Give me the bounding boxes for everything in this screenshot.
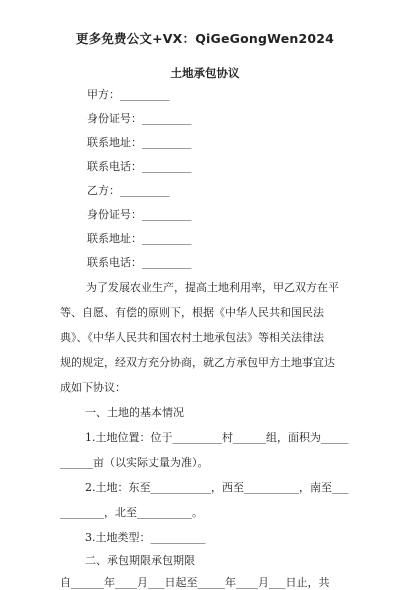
section-1-item-1-line-2: ______亩（以实际丈量为准）。 [60,456,209,469]
party-a-id: 身份证号：_________ [87,112,192,125]
party-b-name: 乙方：_________ [87,184,170,197]
section-2-line-1: 自______年____月___日起至_____年____月___日止，共 [60,576,330,589]
header-banner: 更多免费公文+VX：QiGeGongWen2024 [75,31,335,46]
party-b-id: 身份证号：_________ [87,208,192,221]
party-b-address: 联系地址：_________ [87,232,192,245]
party-b-phone: 联系电话：_________ [87,256,192,269]
preamble-line-3: 典》、《中华人民共和国农村土地承包法》等相关法律法 [60,331,324,344]
preamble-line-2: 等、自愿、有偿的原则下，根据《中华人民共和国民法 [60,306,324,319]
preamble-line-1: 为了发展农业生产，提高土地利用率，甲乙双方在平 [86,281,339,294]
party-a-address: 联系地址：_________ [87,136,192,149]
section-1-heading: 一、土地的基本情况 [85,406,184,419]
section-1-item-2-line-1: 2.土地：东至___________，西至__________，南至___ [85,481,349,494]
party-a-phone: 联系电话：_________ [87,160,192,173]
party-a-name: 甲方：_________ [87,88,170,101]
section-1-item-2-line-2: ________，北至__________。 [60,506,203,519]
preamble-line-4: 规的规定，经双方充分协商，就乙方承包甲方土地事宜达 [60,356,335,369]
document-title: 土地承包协议 [170,66,240,80]
section-1-item-3: 3.土地类型：__________ [85,531,206,544]
section-2-heading: 二、承包期限承包期限 [85,554,195,567]
section-1-item-1-line-1: 1.土地位置：位于_________村______组，面积为_____ [85,431,349,444]
preamble-line-5: 成如下协议： [60,381,126,394]
